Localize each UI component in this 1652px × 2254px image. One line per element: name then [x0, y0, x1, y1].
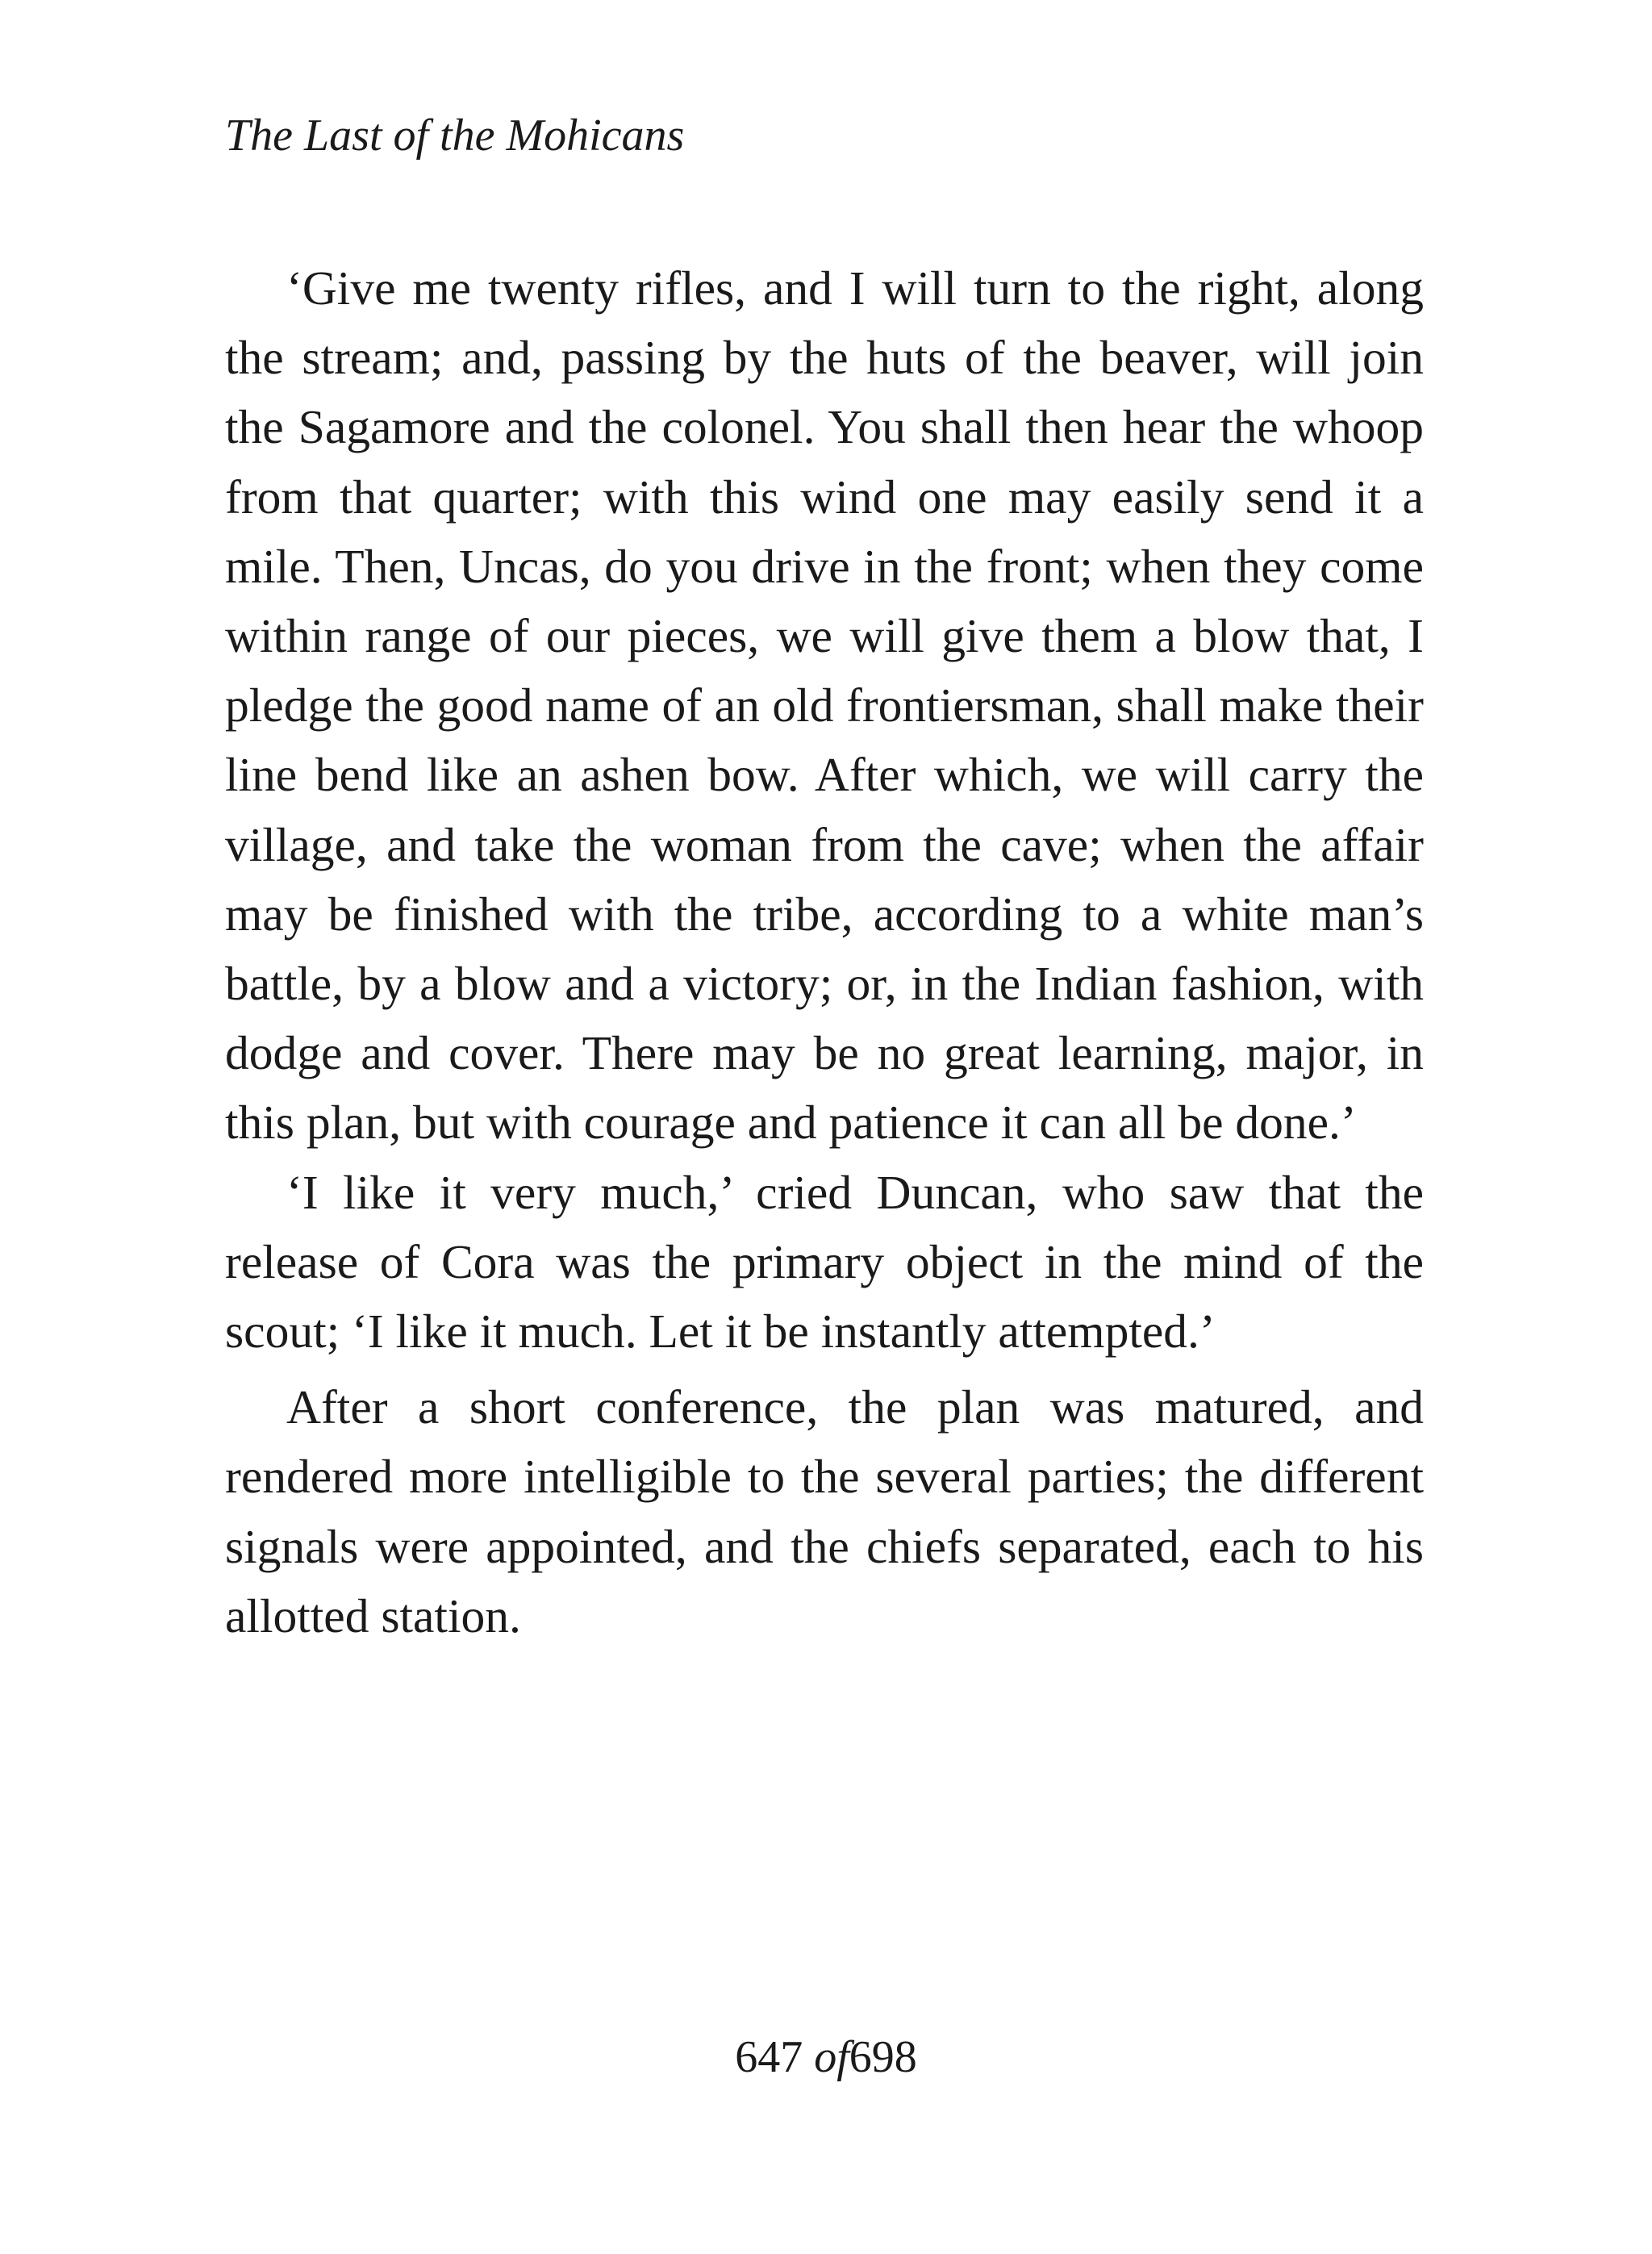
page-number-current: 647 — [735, 2032, 803, 2082]
page-number — [0, 2025, 1652, 2089]
body-text — [225, 253, 1424, 1651]
paragraph: ‘I like it very much,’ cried Duncan, who saw that the release of Cora was the primary object in the mind of the scout; ‘I like it much. Let it be instantly attempted.’ — [225, 1165, 1424, 1359]
page-number-total: 698 — [849, 2032, 917, 2082]
page-number-separator: of — [814, 2032, 849, 2082]
running-head: The Last of the Mohicans — [225, 111, 685, 161]
paragraph: ‘Give me twenty rifles, and I will turn to the right, along the stream; and, passing by the huts of the beaver, will join the Sagamore and the colonel. You shall then hear the whoop from that quarter; with this wind one may easily send it a mile. Then, Uncas, do you drive in the front; when they come within range of our pieces, we will give them a blow that, I pledge the good name of an old frontiersman, shall make their line bend like an ashen bow. After which, we will carry the village, and take the woman from the cave; when the affair may be finished with the tribe, according to a white man’s battle, by a blow and a victory; or, in the Indian fashion, with dodge and cover. There may be no great learning, major, in this plan, but with courage and patience it can all be done.’ — [225, 261, 1424, 1150]
paragraph: After a short conference, the plan was matured, and rendered more intelligible to the several parties; the different signals were appointed, and the chiefs separated, each to his allotted station. — [225, 1380, 1424, 1642]
